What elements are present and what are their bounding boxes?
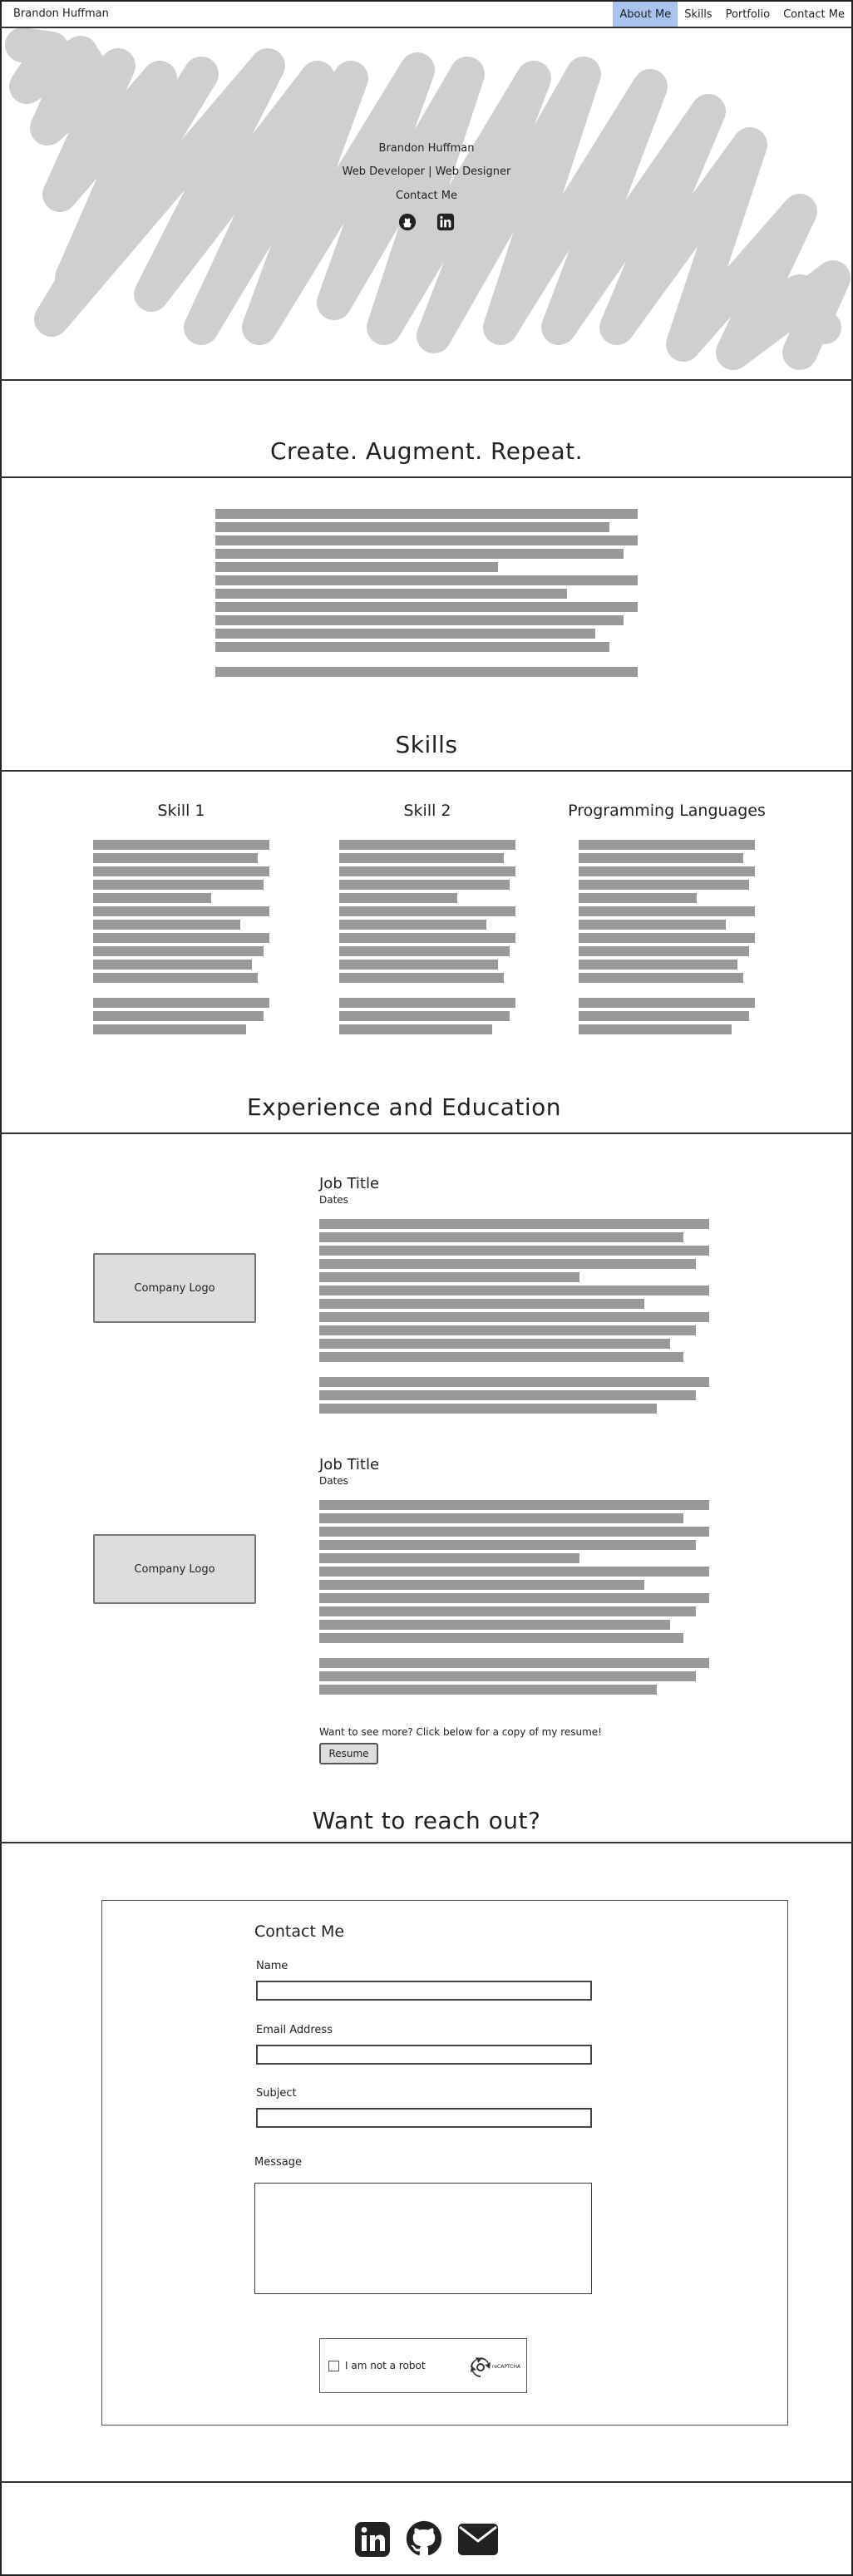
resume-button[interactable]: Resume: [319, 1743, 378, 1764]
nav-contact-me[interactable]: Contact Me: [783, 7, 845, 21]
text-line: [319, 1685, 657, 1695]
text-line: [215, 562, 498, 572]
text-line: [215, 642, 609, 652]
text-line: [93, 893, 211, 903]
text-line: [319, 1325, 696, 1335]
text-line: [93, 973, 258, 983]
text-line: [93, 853, 258, 863]
text-line: [579, 880, 749, 890]
text-line: [215, 509, 638, 519]
text-line: [93, 1011, 264, 1021]
hero-contact-link[interactable]: Contact Me: [396, 190, 457, 202]
text-line: [579, 1011, 749, 1021]
text-line: [215, 615, 624, 625]
text-line: [339, 960, 498, 970]
text-line: [339, 1011, 510, 1021]
text-line: [339, 880, 510, 890]
text-line: [93, 880, 264, 890]
text-line: [319, 1553, 579, 1563]
text-line: [579, 933, 755, 943]
text-line: [93, 960, 252, 970]
text-line: [339, 933, 515, 943]
email-input[interactable]: [256, 2045, 592, 2065]
text-line: [319, 1272, 579, 1282]
text-line: [319, 1286, 709, 1295]
text-line: [215, 629, 595, 639]
text-line: [339, 906, 515, 916]
text-line: [319, 1658, 709, 1668]
text-line: [215, 667, 638, 677]
text-line: [93, 840, 269, 850]
company-logo: Company Logo: [93, 1253, 256, 1323]
text-line: [215, 549, 624, 559]
text-line: [215, 589, 567, 599]
hero-name: Brandon Huffman: [378, 142, 475, 155]
text-line: [319, 1593, 709, 1603]
text-line: [339, 920, 486, 930]
text-line: [579, 1024, 732, 1034]
text-line: [215, 575, 638, 585]
brand-name[interactable]: Brandon Huffman: [13, 7, 109, 20]
skill-2-title: Skill 2: [403, 802, 451, 820]
company-logo: Company Logo: [93, 1534, 256, 1604]
text-line: [319, 1671, 696, 1681]
name-input[interactable]: [256, 1981, 592, 2001]
text-line: [319, 1246, 709, 1256]
name-label: Name: [256, 1960, 288, 1972]
text-line: [93, 1024, 246, 1034]
text-line: [339, 893, 457, 903]
text-line: [319, 1259, 696, 1269]
message-textarea[interactable]: [254, 2183, 592, 2294]
linkedin-icon[interactable]: [354, 2521, 391, 2558]
text-line: [319, 1339, 670, 1349]
text-line: [579, 960, 737, 970]
skills-heading: Skills: [395, 731, 458, 758]
text-line: [215, 535, 638, 545]
experience-heading: Experience and Education: [246, 1093, 562, 1121]
text-line: [319, 1540, 696, 1550]
mail-icon[interactable]: [457, 2523, 499, 2556]
text-line: [579, 946, 749, 956]
text-line: [579, 998, 755, 1008]
top-nav: [613, 2, 851, 27]
text-line: [579, 906, 755, 916]
text-line: [319, 1513, 683, 1523]
subject-input[interactable]: [256, 2108, 592, 2128]
text-line: [319, 1620, 670, 1630]
nav-portfolio[interactable]: Portfolio: [725, 7, 771, 21]
reach-heading: Want to reach out?: [312, 1807, 541, 1834]
text-line: [579, 893, 697, 903]
hero-scribble-image: [2, 28, 851, 378]
divider: [0, 379, 853, 381]
text-line: [579, 973, 743, 983]
divider: [0, 1133, 853, 1134]
text-line: [319, 1390, 696, 1400]
text-line: [93, 933, 269, 943]
text-line: [579, 840, 755, 850]
text-line: [339, 1024, 492, 1034]
text-line: [93, 998, 269, 1008]
text-line: [339, 840, 515, 850]
text-line: [319, 1633, 683, 1643]
skill-1-title: Skill 1: [157, 802, 205, 820]
github-icon[interactable]: [398, 213, 417, 231]
linkedin-icon[interactable]: [436, 213, 455, 231]
text-line: [339, 866, 515, 876]
divider: [0, 476, 853, 478]
text-line: [319, 1312, 709, 1322]
text-line: [319, 1377, 709, 1387]
job-title: Job Title: [319, 1456, 380, 1473]
recaptcha-logo-icon: [470, 2356, 491, 2378]
text-line: [93, 906, 269, 916]
subject-label: Subject: [256, 2087, 297, 2100]
recaptcha-widget: [319, 2338, 527, 2393]
job-dates: Dates: [319, 1194, 348, 1206]
email-label: Email Address: [256, 2024, 333, 2036]
text-line: [319, 1299, 644, 1309]
hero-subtitle: Web Developer | Web Designer: [342, 165, 511, 178]
text-line: [319, 1567, 709, 1577]
text-line: [579, 920, 726, 930]
divider: [0, 770, 853, 772]
text-line: [319, 1404, 657, 1414]
text-line: [319, 1606, 696, 1616]
captcha-checkbox[interactable]: [328, 2361, 339, 2371]
text-line: [93, 866, 269, 876]
github-icon[interactable]: [405, 2519, 443, 2558]
text-line: [319, 1352, 683, 1362]
text-line: [579, 866, 755, 876]
message-label: Message: [254, 2156, 302, 2169]
text-line: [319, 1580, 644, 1590]
text-line: [339, 946, 510, 956]
text-line: [339, 853, 504, 863]
nav-skills[interactable]: Skills: [684, 7, 712, 21]
captcha-brand: reCAPTCHA: [492, 2364, 521, 2370]
text-line: [579, 853, 743, 863]
text-line: [319, 1219, 709, 1229]
text-line: [215, 602, 638, 612]
divider: [0, 2481, 853, 2483]
skill-3-title: Programming Languages: [568, 802, 766, 820]
text-line: [93, 920, 240, 930]
job-title: Job Title: [319, 1175, 380, 1192]
text-line: [339, 973, 504, 983]
text-line: [339, 998, 515, 1008]
job-dates: Dates: [319, 1475, 348, 1487]
contact-form-title: Contact Me: [254, 1922, 345, 1941]
text-line: [215, 522, 609, 532]
divider: [0, 1842, 853, 1843]
nav-about-me[interactable]: About Me: [613, 2, 678, 27]
captcha-label: I am not a robot: [345, 2360, 426, 2371]
text-line: [319, 1527, 709, 1537]
about-heading: Create. Augment. Repeat.: [270, 437, 583, 465]
text-line: [319, 1232, 683, 1242]
text-line: [93, 946, 264, 956]
text-line: [319, 1500, 709, 1510]
resume-prompt: Want to see more? Click below for a copy of my resume!: [319, 1726, 602, 1738]
